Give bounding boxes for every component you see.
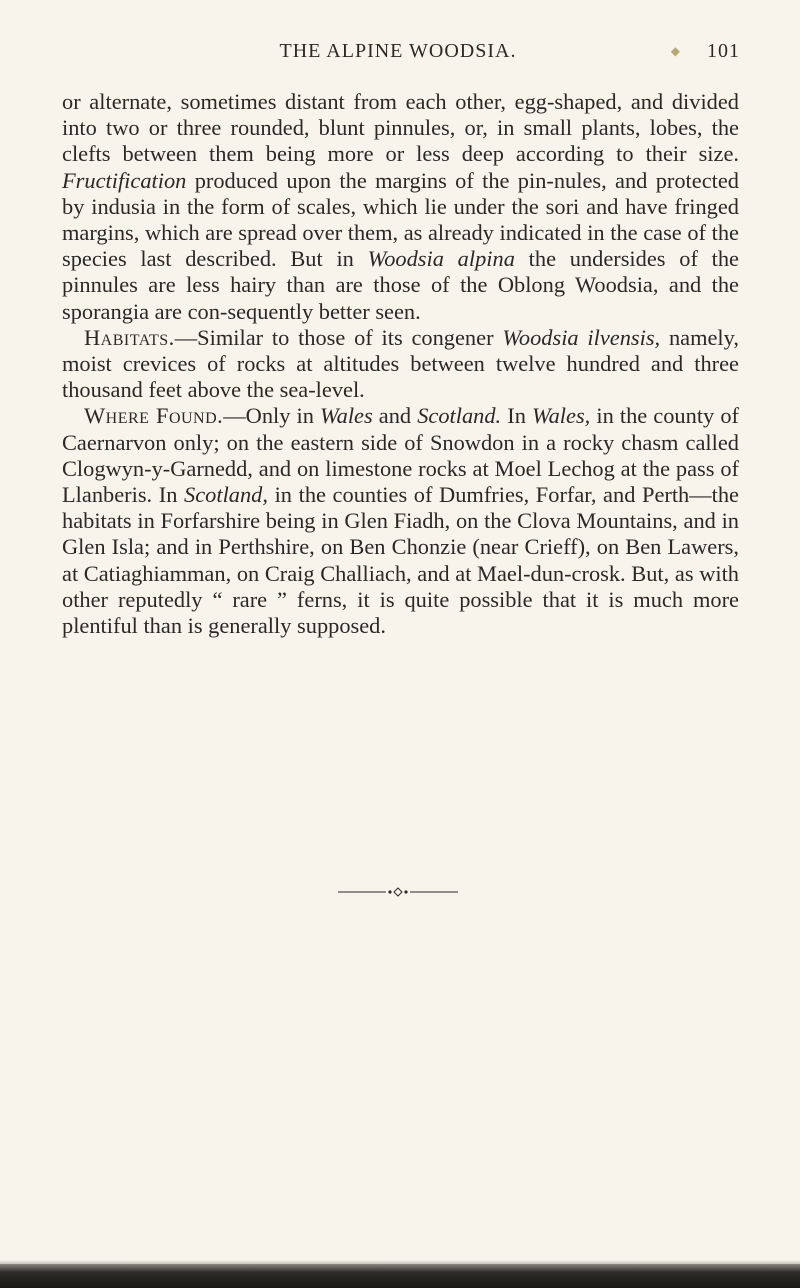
italic-place-name: Wales bbox=[320, 403, 373, 429]
text-run: or alternate, sometimes distant from each other, egg-shaped, and divided into two or three rounded, blunt pinnules, or, in small plants, lobes, the clefts between them being more or less deep according to their size. bbox=[62, 89, 739, 167]
text-run: namely, moist crevices of rocks at altitudes between twelve hundred and three thousand feet above the sea-level. bbox=[62, 324, 739, 403]
section-heading: Where Found. bbox=[84, 403, 224, 429]
body-text bbox=[62, 89, 739, 639]
running-head bbox=[56, 40, 740, 70]
text-run: In bbox=[501, 403, 532, 429]
italic-species-name: Woodsia alpina bbox=[367, 246, 515, 272]
paragraph-description bbox=[62, 89, 739, 325]
italic-place-name: Scotland. bbox=[417, 403, 502, 429]
text-run: in the county of Caernarvon only; on the eastern side of Snowdon in a rocky chasm called Clogwyn-y-Garnedd, and on limestone rocks at Moel Lechog at the pass of Llanberis. In bbox=[62, 403, 739, 508]
running-title: THE ALPINE WOODSIA. bbox=[279, 40, 517, 62]
scan-bottom-edge bbox=[0, 1264, 800, 1288]
italic-term: Fructification bbox=[62, 167, 187, 193]
text-run: produced upon the margins of the pin-nules, and protected by indusia in the form of scales, which lie under the sori and have fringed margins, which are spread over them, as already indicated in the case of the species last described. But in bbox=[62, 167, 739, 272]
italic-place-name: Scotland, bbox=[184, 482, 268, 508]
text-run: and bbox=[372, 403, 418, 429]
section-end-ornament bbox=[56, 885, 740, 899]
text-run: —Only in bbox=[223, 403, 321, 429]
text-run: the undersides of the pinnules are less hairy than are those of the Oblong Woodsia, and the sporangia are con-sequently better seen. bbox=[62, 246, 739, 324]
page-corner-mark: ◆ bbox=[670, 44, 680, 58]
text-run: —Similar to those of its congener bbox=[174, 324, 503, 350]
divider-ornament-icon bbox=[338, 885, 458, 899]
section-heading: Habitats. bbox=[84, 324, 175, 350]
paragraph-where-found bbox=[62, 403, 739, 639]
italic-species-name: Woodsia ilvensis, bbox=[502, 324, 661, 350]
italic-place-name: Wales, bbox=[532, 403, 591, 429]
paragraph-habitats bbox=[62, 325, 739, 404]
text-run: in the counties of Dumfries, Forfar, and Perth—the habitats in Forfarshire being in Glen Fiadh, on the Clova Mountains, and in Glen Isla; and in Perthshire, on Ben Chonzie (near Crieff), on Ben Lawers, at Catiaghiamman, on Craig Challiach, and at Mael-dun-crosk. But, as with other reputedly “ rare ” ferns, it is quite possible that it is much more plentiful than is generally supposed. bbox=[62, 482, 739, 639]
page-number: 101 bbox=[707, 40, 740, 62]
